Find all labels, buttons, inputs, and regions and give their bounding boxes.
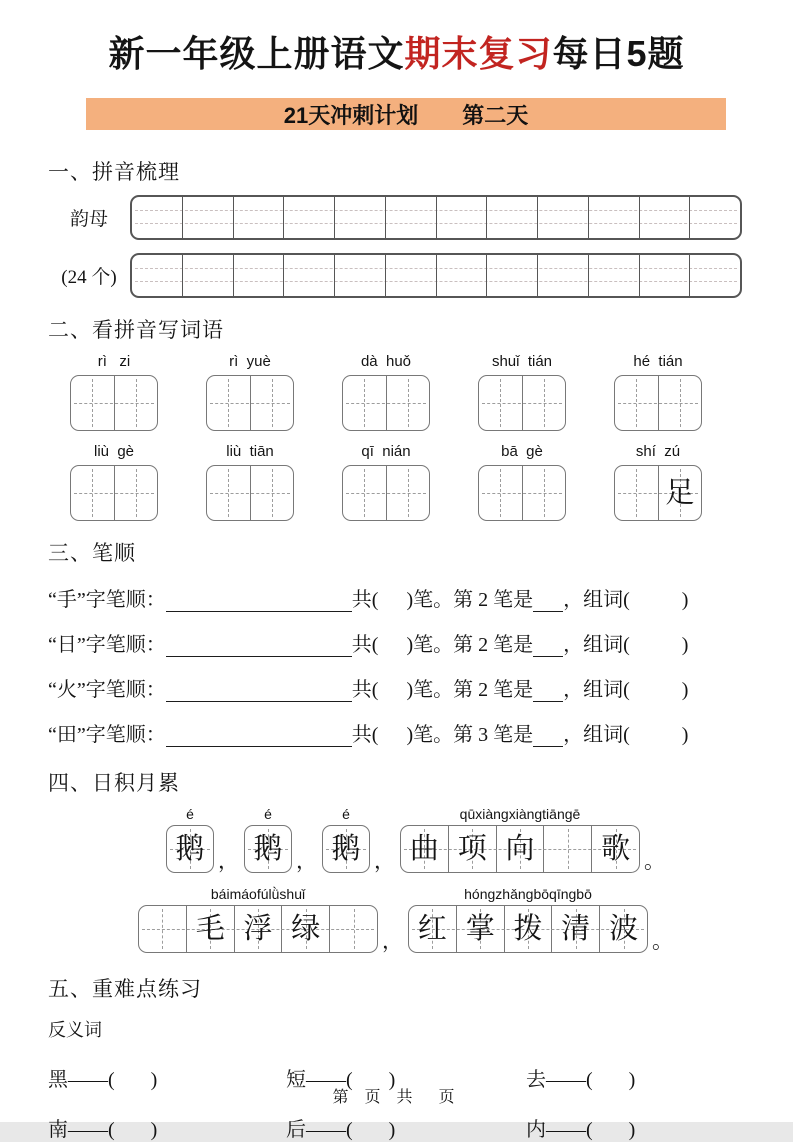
- poem-long-box: [138, 905, 378, 953]
- character-cell[interactable]: [207, 376, 250, 430]
- handwritten-char: 鹅: [331, 832, 361, 865]
- handwritten-char: 浮: [243, 912, 273, 945]
- character-grid-box: [342, 465, 430, 521]
- word-pinyin-label: qī nián: [361, 443, 411, 460]
- antonym-char: 内: [526, 1119, 546, 1141]
- character-cell[interactable]: [114, 466, 158, 520]
- antonym-char: 后: [286, 1119, 306, 1141]
- poem-char-box: [322, 825, 370, 873]
- page-footer: 第 页 共 页: [332, 1089, 461, 1106]
- word-box: [70, 353, 158, 431]
- character-cell[interactable]: [658, 376, 702, 430]
- poem-char-box: [166, 825, 214, 873]
- pinyin-grid-cell[interactable]: [538, 197, 589, 238]
- poem-pinyin-row: bái máo fú lǜ shuǐ: [210, 886, 306, 902]
- poem-single-box: [244, 806, 292, 873]
- poem-long-box-wrap: [400, 806, 640, 873]
- countdown-banner: [86, 98, 726, 130]
- word-pinyin-label: rì zi: [97, 353, 131, 370]
- poem-cell-filled: [599, 906, 647, 952]
- character-cell[interactable]: [522, 376, 566, 430]
- section-stroke-order: [48, 537, 745, 747]
- nth-stroke-blank[interactable]: [533, 593, 563, 612]
- handwritten-char: 绿: [291, 912, 321, 945]
- section-write-words: [48, 314, 745, 521]
- banner-day-text: 第二天: [462, 102, 529, 128]
- character-grid-box: [614, 465, 702, 521]
- word-box: [342, 443, 430, 521]
- character-cell[interactable]: [343, 466, 386, 520]
- page-title: [48, 26, 745, 77]
- word-row-2: [70, 443, 745, 521]
- poem-cell-filled: [281, 906, 329, 952]
- poem-pinyin-row: qū xiàng xiàng tiān gē: [459, 806, 581, 822]
- section-key-practice: [48, 973, 745, 1142]
- character-cell[interactable]: [207, 466, 250, 520]
- title-pre: 新一年级上册语文: [108, 33, 405, 74]
- pinyin-grid-cell[interactable]: [690, 197, 740, 238]
- word-box: [342, 353, 430, 431]
- poem-cell-filled: [448, 826, 496, 872]
- antonym-item: 南——( ): [48, 1119, 158, 1141]
- pinyin-grid-cell[interactable]: [487, 255, 538, 296]
- poem-pinyin-label: é: [186, 806, 194, 822]
- pinyin-grid-cell[interactable]: [183, 255, 234, 296]
- pinyin-grid-cell[interactable]: [386, 197, 437, 238]
- character-grid-box: [478, 375, 566, 431]
- stroke-order-blank[interactable]: [166, 728, 352, 747]
- word-pinyin-label: rì yuè: [229, 353, 271, 370]
- stroke-order-blank[interactable]: [166, 593, 352, 612]
- title-highlight: 期末复习: [404, 33, 553, 74]
- antonym-item: 去——( ): [526, 1069, 636, 1091]
- pinyin-grid-cell[interactable]: [335, 255, 386, 296]
- word-pinyin-label: liù tiān: [226, 443, 274, 460]
- poem-pinyin-label: é: [342, 806, 350, 822]
- comma-mark: ，: [218, 849, 239, 873]
- pinyin-grid-row-2: [130, 253, 742, 298]
- handwritten-char: 鹅: [253, 832, 283, 865]
- handwritten-char: 红: [417, 912, 447, 945]
- word-box: [478, 443, 566, 521]
- pinyin-grid-cell[interactable]: [183, 197, 234, 238]
- character-grid-box: [614, 375, 702, 431]
- stroke-order-blank[interactable]: [166, 683, 352, 702]
- poem-long-box: [400, 825, 640, 873]
- comma-mark: ，: [374, 849, 395, 873]
- comma-mark: ，: [296, 849, 317, 873]
- character-cell[interactable]: [386, 376, 430, 430]
- period-mark: 。: [644, 849, 665, 873]
- pinyin-grid-cell[interactable]: [335, 197, 386, 238]
- character-cell[interactable]: [114, 376, 158, 430]
- poem-long-box: [408, 905, 648, 953]
- word-pinyin-label: bā gè: [501, 443, 543, 460]
- pinyin-grid-cell[interactable]: [538, 255, 589, 296]
- antonym-dash: ——: [68, 1069, 108, 1091]
- handwritten-char: 掌: [465, 912, 495, 945]
- poem-cell-filled: [496, 826, 544, 872]
- poem-cell-filled: [186, 906, 234, 952]
- handwritten-char: 拨: [513, 912, 543, 945]
- character-cell[interactable]: [615, 466, 658, 520]
- stroke-order-line: “手”字笔顺： 共( )笔。第 2 笔是 ，组词( ): [48, 589, 689, 611]
- poem-cell-blank[interactable]: [543, 826, 591, 872]
- poem-cell-filled: [591, 826, 639, 872]
- poem-cell-filled: [504, 906, 552, 952]
- poem-char-box: [244, 825, 292, 873]
- title-post: 每日5题: [552, 33, 685, 74]
- pinyin-grid-cell[interactable]: [234, 255, 285, 296]
- poem-long-box-wrap: [138, 886, 378, 953]
- pinyin-grid-cell[interactable]: [234, 197, 285, 238]
- character-cell[interactable]: [615, 376, 658, 430]
- character-cell[interactable]: [479, 376, 522, 430]
- stroke-line-label: “日”字笔顺：: [48, 634, 166, 656]
- poem-cell-filled: [245, 826, 291, 872]
- section-5-heading: 五、重难点练习: [48, 977, 202, 1001]
- stroke-order-line: “田”字笔顺： 共( )笔。第 3 笔是 ，组词( ): [48, 724, 689, 746]
- word-box: [70, 443, 158, 521]
- pinyin-grid-cell[interactable]: [284, 255, 335, 296]
- pinyin-grid-block: [48, 195, 745, 298]
- pinyin-grid-cell[interactable]: [132, 197, 183, 238]
- vowels-count-label: (24 个): [61, 267, 117, 288]
- antonym-dash: ——: [546, 1119, 586, 1141]
- poem-cell-filled: [551, 906, 599, 952]
- character-cell[interactable]: [250, 376, 294, 430]
- poem-cell-filled: [456, 906, 504, 952]
- poem-cell-filled: [401, 826, 448, 872]
- handwritten-char: 鹅: [175, 832, 205, 865]
- character-grid-box: [206, 465, 294, 521]
- word-pinyin-label: liù gè: [93, 443, 135, 460]
- poem-long-box-wrap: [408, 886, 648, 953]
- word-pinyin-label: shuǐ tián: [491, 353, 553, 370]
- pinyin-grid-cell[interactable]: [437, 197, 488, 238]
- character-cell[interactable]: [479, 466, 522, 520]
- pinyin-grid-cell[interactable]: [589, 197, 640, 238]
- character-cell[interactable]: [250, 466, 294, 520]
- pinyin-grid-cell[interactable]: [640, 255, 691, 296]
- pinyin-grid-cell[interactable]: [284, 197, 335, 238]
- poem-single-box: [166, 806, 214, 873]
- handwritten-char: 波: [609, 912, 639, 945]
- character-grid-box: [206, 375, 294, 431]
- stroke-order-line: “日”字笔顺： 共( )笔。第 2 笔是 ，组词( ): [48, 634, 689, 656]
- stroke-order-line: “火”字笔顺： 共( )笔。第 2 笔是 ，组词( ): [48, 679, 689, 701]
- antonym-dash: ——: [306, 1119, 346, 1141]
- banner-plan-text: 21天冲刺计划: [283, 102, 419, 128]
- antonym-dash: ——: [68, 1119, 108, 1141]
- word-box: [206, 353, 294, 431]
- poem-single-box: [322, 806, 370, 873]
- stroke-line-label: “手”字笔顺：: [48, 589, 166, 611]
- poem-cell-blank[interactable]: [329, 906, 377, 952]
- poem-cell-filled: [234, 906, 282, 952]
- poem-pinyin-row: hóng zhǎng bō qīng bō: [464, 886, 592, 902]
- antonym-row-2: [48, 1113, 745, 1142]
- section-pinyin-review: [48, 156, 745, 298]
- pinyin-grid-cell[interactable]: [589, 255, 640, 296]
- character-cell[interactable]: [71, 376, 114, 430]
- pinyin-grid-cell[interactable]: [437, 255, 488, 296]
- character-cell[interactable]: [386, 466, 430, 520]
- handwritten-char: 毛: [195, 912, 225, 945]
- stroke-order-blank[interactable]: [166, 638, 352, 657]
- handwritten-char: 歌: [601, 832, 631, 865]
- word-box: [206, 443, 294, 521]
- stroke-line-label: “田”字笔顺：: [48, 724, 166, 746]
- handwritten-char: 足: [665, 476, 695, 509]
- word-box: [614, 353, 702, 431]
- antonym-char: 黑: [48, 1069, 68, 1091]
- poem-line-1: [166, 806, 745, 873]
- word-box: [614, 443, 702, 521]
- word-pinyin-label: hé tián: [633, 353, 683, 370]
- vowels-label: 韵母: [69, 209, 108, 230]
- character-cell-filled: [658, 466, 702, 520]
- character-grid-box: [342, 375, 430, 431]
- pinyin-grid-cell[interactable]: [690, 255, 740, 296]
- character-grid-box: [478, 465, 566, 521]
- stroke-line-label: “火”字笔顺：: [48, 679, 166, 701]
- antonym-char: 短: [286, 1069, 306, 1091]
- section-1-heading: 一、拼音梳理: [48, 160, 180, 184]
- antonym-item: 黑——( ): [48, 1069, 158, 1091]
- pinyin-grid-cell[interactable]: [386, 255, 437, 296]
- pinyin-grid-row-1: [130, 195, 742, 240]
- pinyin-grid-cell[interactable]: [132, 255, 183, 296]
- antonym-char: 去: [526, 1069, 546, 1091]
- character-grid-box: [70, 465, 158, 521]
- poem-cell-filled: [409, 906, 456, 952]
- poem-cell-filled: [167, 826, 213, 872]
- section-accumulation: [48, 767, 745, 953]
- word-pinyin-label: shí zú: [635, 443, 681, 460]
- character-grid-box: [70, 375, 158, 431]
- section-3-heading: 三、笔顺: [48, 541, 136, 565]
- word-box: [478, 353, 566, 431]
- comma-mark: ，: [382, 929, 403, 953]
- pinyin-grid-cell[interactable]: [640, 197, 691, 238]
- handwritten-char: 清: [561, 912, 591, 945]
- antonym-item: 后——( ): [286, 1119, 396, 1141]
- poem-pinyin-label: é: [264, 806, 272, 822]
- section-2-heading: 二、看拼音写词语: [48, 318, 224, 342]
- handwritten-char: 曲: [409, 832, 439, 865]
- handwritten-char: 项: [457, 832, 487, 865]
- poem-line-2: [138, 886, 745, 953]
- character-cell[interactable]: [522, 466, 566, 520]
- character-cell[interactable]: [343, 376, 386, 430]
- antonym-dash: ——: [306, 1069, 346, 1091]
- period-mark: 。: [652, 929, 673, 953]
- antonym-char: 南: [48, 1119, 68, 1141]
- character-cell[interactable]: [71, 466, 114, 520]
- section-4-heading: 四、日积月累: [48, 771, 180, 795]
- antonyms-label: 反义词: [48, 1020, 102, 1040]
- nth-stroke-blank[interactable]: [533, 638, 563, 657]
- handwritten-char: 向: [505, 832, 535, 865]
- antonym-item: 内——( ): [526, 1119, 636, 1141]
- antonym-item: 短——( ): [286, 1069, 396, 1091]
- nth-stroke-blank[interactable]: [533, 728, 563, 747]
- nth-stroke-blank[interactable]: [533, 683, 563, 702]
- word-pinyin-label: dà huǒ: [360, 353, 412, 370]
- antonym-dash: ——: [546, 1069, 586, 1091]
- pinyin-grid-cell[interactable]: [487, 197, 538, 238]
- poem-cell-filled: [323, 826, 369, 872]
- word-row-1: [70, 353, 745, 431]
- poem-cell-blank[interactable]: [139, 906, 186, 952]
